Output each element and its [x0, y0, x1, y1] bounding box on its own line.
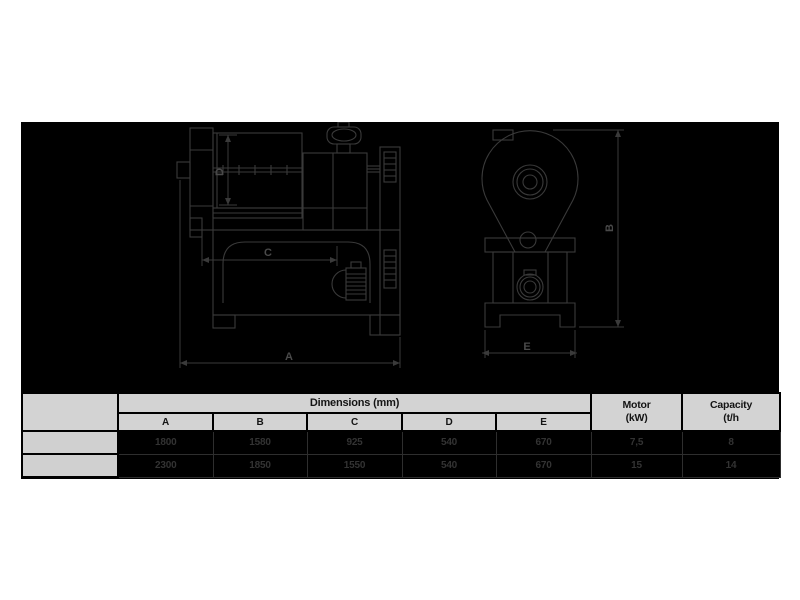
value-a: 2300: [118, 454, 213, 477]
model-cell: [22, 431, 118, 454]
model-column-header: [22, 393, 118, 431]
value-capacity: 8: [682, 431, 780, 454]
value-c: 925: [307, 431, 402, 454]
technical-drawing: [21, 122, 779, 392]
left-view: [177, 122, 400, 335]
dim-label-c: C: [264, 247, 272, 259]
value-d: 540: [402, 431, 496, 454]
end-base: [485, 303, 575, 327]
motor-header-line2: (kW): [625, 412, 648, 424]
value-motor: 7,5: [591, 431, 682, 454]
end-motor: [517, 270, 543, 300]
value-c: 1550: [307, 454, 402, 477]
value-motor: 15: [591, 454, 682, 477]
latch: [177, 162, 190, 178]
capacity-header-line2: (t/h: [723, 412, 739, 424]
col-header-a: A: [118, 413, 213, 431]
value-e: 670: [496, 431, 591, 454]
dim-label-e: E: [523, 341, 531, 353]
dimension-lines: [180, 130, 624, 368]
col-header-c: C: [307, 413, 402, 431]
motor-header: [591, 393, 682, 431]
table-row: [22, 454, 780, 477]
value-b: 1580: [213, 431, 307, 454]
dim-label-b: B: [604, 224, 616, 232]
value-e: 670: [496, 454, 591, 477]
header-row-1: [22, 393, 780, 413]
value-b: 1850: [213, 454, 307, 477]
bearing-plate: [380, 147, 400, 335]
dim-label-a: A: [285, 351, 293, 363]
right-view: [482, 130, 578, 327]
spec-table: [21, 392, 781, 478]
table-row: [22, 431, 780, 454]
motor-header-line1: Motor: [622, 399, 651, 412]
capacity-header: [682, 393, 780, 431]
hub-circles: [513, 165, 547, 199]
value-d: 540: [402, 454, 496, 477]
model-cell: [22, 454, 118, 477]
col-header-e: E: [496, 413, 591, 431]
dimensions-header: Dimensions (mm): [118, 393, 591, 413]
teardrop-housing: [482, 131, 578, 252]
top-motor: [327, 122, 361, 153]
gearbox: [303, 153, 367, 230]
col-header-b: B: [213, 413, 307, 431]
capacity-header-line1: Capacity: [709, 399, 753, 412]
drum: [213, 133, 302, 208]
drawing-panel: [21, 122, 779, 479]
value-capacity: 14: [682, 454, 780, 477]
spec-table-area: [21, 392, 779, 479]
value-a: 1800: [118, 431, 213, 454]
col-header-d: D: [402, 413, 496, 431]
base-motor: [332, 262, 366, 300]
dim-label-d: D: [214, 168, 226, 176]
